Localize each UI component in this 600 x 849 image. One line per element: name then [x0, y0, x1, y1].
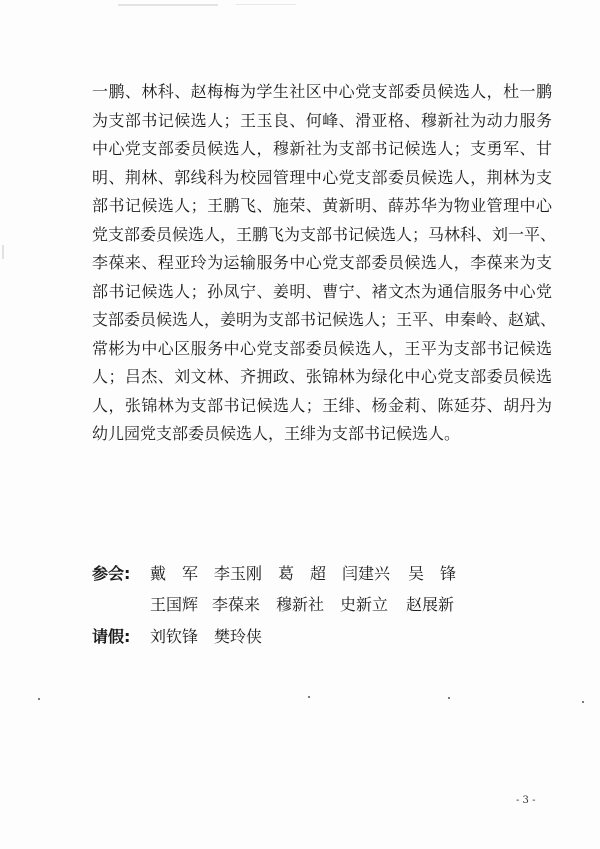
attendee-name: 戴 军 [150, 564, 199, 583]
body-line: 幼儿园党支部委员候选人，王绯为支部书记候选人。 [92, 424, 461, 443]
body-line: 人，张锦林为支部书记候选人；王绯、杨金莉、陈延芬、胡丹为 [92, 395, 552, 415]
scan-dot [448, 697, 450, 699]
attendee-name: 穆新社 [276, 595, 325, 614]
body-line: 中心党支部委员候选人，穆新社为支部书记候选人；支勇军、甘 [92, 139, 552, 158]
body-line: 常彬为中心区服务中心党支部委员候选人，王平为支部书记候选 [92, 338, 552, 358]
scan-artifact [2, 245, 4, 259]
body-paragraph [92, 78, 557, 449]
leave-name: 刘钦锋 [150, 627, 199, 646]
attendee-name: 史新立 [340, 595, 389, 614]
attendee-name: 李葆来 [212, 595, 261, 614]
attendee-name: 闫建兴 [342, 564, 391, 583]
body-line: 一鹏、林科、赵梅梅为学生社区中心党支部委员候选人，杜一鹏 [92, 82, 552, 101]
body-line: 为支部书记候选人；王玉良、何峰、滑亚格、穆新社为动力服务 [92, 110, 552, 130]
body-line: 部书记候选人；王鹏飞、施荣、黄新明、薛苏华为物业管理中心 [92, 196, 552, 215]
attendee-name: 吴 锋 [408, 564, 457, 583]
body-line: 支部委员候选人，姜明为支部书记候选人；王平、申秦岭、赵斌、 [92, 310, 557, 329]
attendee-names-row [150, 561, 468, 584]
leave-names-row [150, 624, 278, 647]
page-number: - 3 - [516, 795, 536, 806]
attendee-name: 赵展新 [406, 595, 455, 614]
scan-dot [582, 701, 584, 703]
leave-name: 樊玲侠 [214, 627, 263, 646]
attendee-name: 李玉刚 [214, 564, 263, 583]
body-line: 李葆来、程亚玲为运输服务中心党支部委员候选人，李葆来为支 [92, 253, 552, 272]
body-line: 党支部委员候选人，王鹏飞为支部书记候选人；马林科、刘一平、 [92, 224, 557, 244]
body-line: 明、荆林、郭线科为校园管理中心党支部委员候选人，荆林为支 [92, 167, 552, 187]
body-line: 人；吕杰、刘文林、齐拥政、张锦林为绿化中心党支部委员候选 [92, 367, 552, 386]
attendee-name: 葛 超 [278, 564, 327, 583]
scan-artifact [118, 4, 218, 6]
attendee-name: 王国辉 [150, 595, 199, 614]
scan-dot [308, 696, 310, 698]
scan-dot [38, 698, 40, 700]
leave-label: 请假: [92, 627, 131, 646]
attendee-names-row [150, 592, 466, 615]
attend-label: 参会: [92, 564, 131, 583]
body-line: 部书记候选人；孙凤宁、姜明、曹宁、褚文杰为通信服务中心党 [92, 281, 552, 301]
scan-artifact [236, 4, 296, 5]
